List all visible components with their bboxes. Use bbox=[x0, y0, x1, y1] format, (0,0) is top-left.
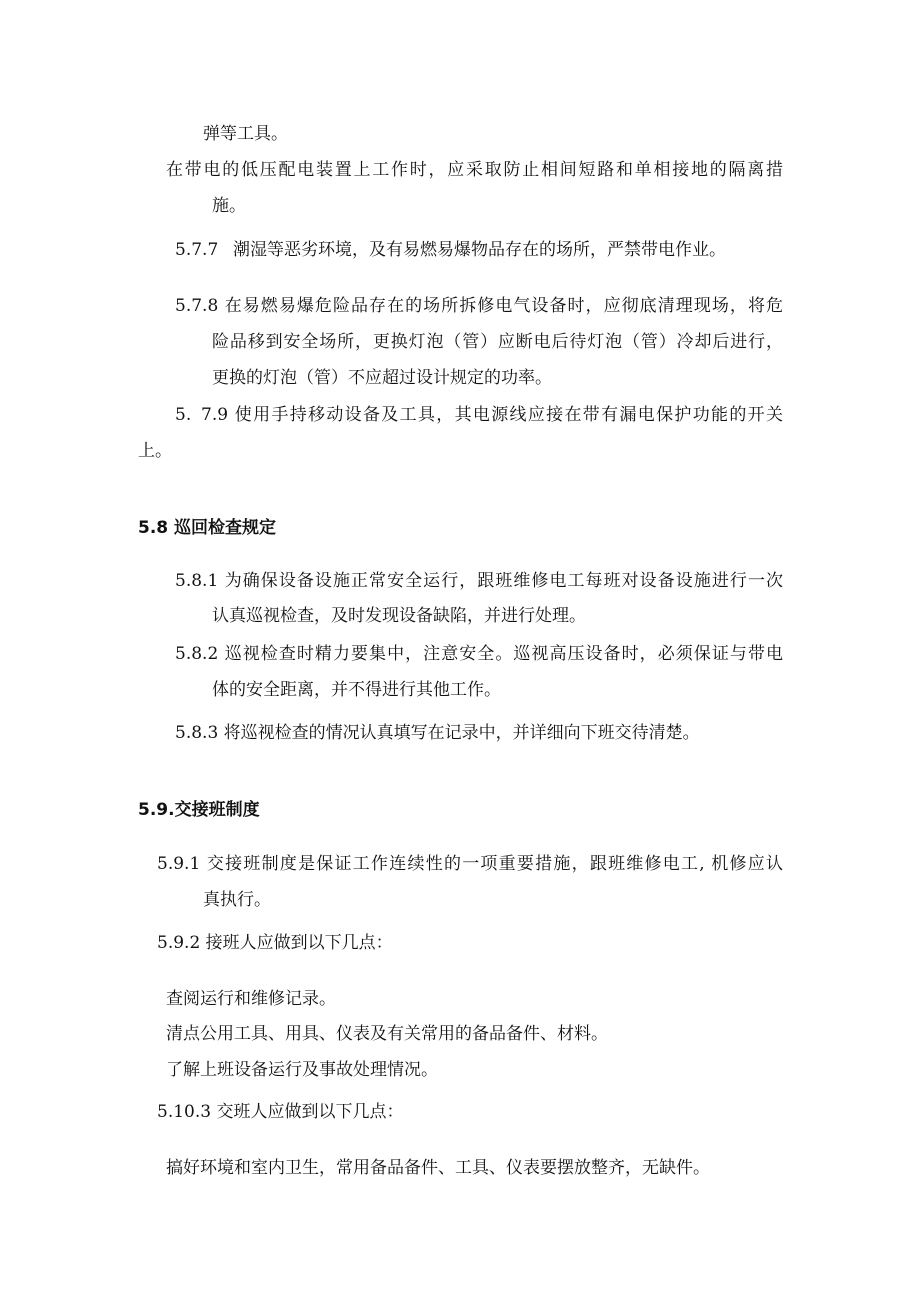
text-line: 上。 bbox=[138, 441, 172, 461]
text-line: 5.8.3 将巡视检查的情况认真填写在记录中，并详细向下班交待清楚。 bbox=[175, 723, 700, 743]
clause-number: 5.7.7 bbox=[175, 240, 219, 260]
text-line: 查阅运行和维修记录。 bbox=[166, 989, 336, 1009]
text-line: 险品移到安全场所，更换灯泡（管）应断电后待灯泡（管）冷却后进行， bbox=[212, 332, 783, 352]
text-line: 体的安全距离，并不得进行其他工作。 bbox=[212, 680, 501, 700]
section-heading: 5.8 巡回检查规定 bbox=[138, 518, 277, 538]
section-heading: 5.9.交接班制度 bbox=[138, 800, 260, 820]
text-line: 搞好环境和室内卫生，常用备品备件、工具、仪表要摆放整齐，无缺件。 bbox=[166, 1158, 710, 1178]
text-line: 在带电的低压配电装置上工作时，应采取防止相间短路和单相接地的隔离措 bbox=[166, 160, 783, 180]
text-line: 5.7.8 在易燃易爆危险品存在的场所拆修电气设备时，应彻底清理现场，将危 bbox=[175, 296, 783, 316]
text-line: 5.10.3 交班人应做到以下几点： bbox=[157, 1102, 404, 1122]
text-line: 5.8.1 为确保设备设施正常安全运行，跟班维修电工每班对设备设施进行一次 bbox=[175, 571, 783, 591]
text-line: 7.9 使用手持移动设备及工具，其电源线应接在带有漏电保护功能的开关 bbox=[201, 405, 783, 425]
text-line: 清点公用工具、用具、仪表及有关常用的备品备件、材料。 bbox=[166, 1024, 608, 1044]
text-line: 5.8.2 巡视检查时精力要集中，注意安全。巡视高压设备时，必须保证与带电 bbox=[175, 644, 783, 664]
text-line: 5.9.1 交接班制度是保证工作连续性的一项重要措施，跟班维修电工, 机修应认 bbox=[157, 854, 783, 874]
text-line: 5.9.2 接班人应做到以下几点： bbox=[157, 933, 393, 953]
text-line: 了解上班设备运行及事故处理情况。 bbox=[166, 1060, 438, 1080]
text-line: 弹等工具。 bbox=[203, 124, 288, 144]
text-line: 施。 bbox=[212, 196, 246, 216]
text-line: 潮湿等恶劣环境，及有易燃易爆物品存在的场所，严禁带电作业。 bbox=[233, 240, 726, 260]
text-line: 真执行。 bbox=[203, 890, 271, 910]
text-line: 更换的灯泡（管）不应超过设计规定的功率。 bbox=[212, 368, 552, 388]
clause-number: 5. bbox=[175, 405, 192, 425]
text-line: 认真巡视检查，及时发现设备缺陷，并进行处理。 bbox=[212, 606, 586, 626]
